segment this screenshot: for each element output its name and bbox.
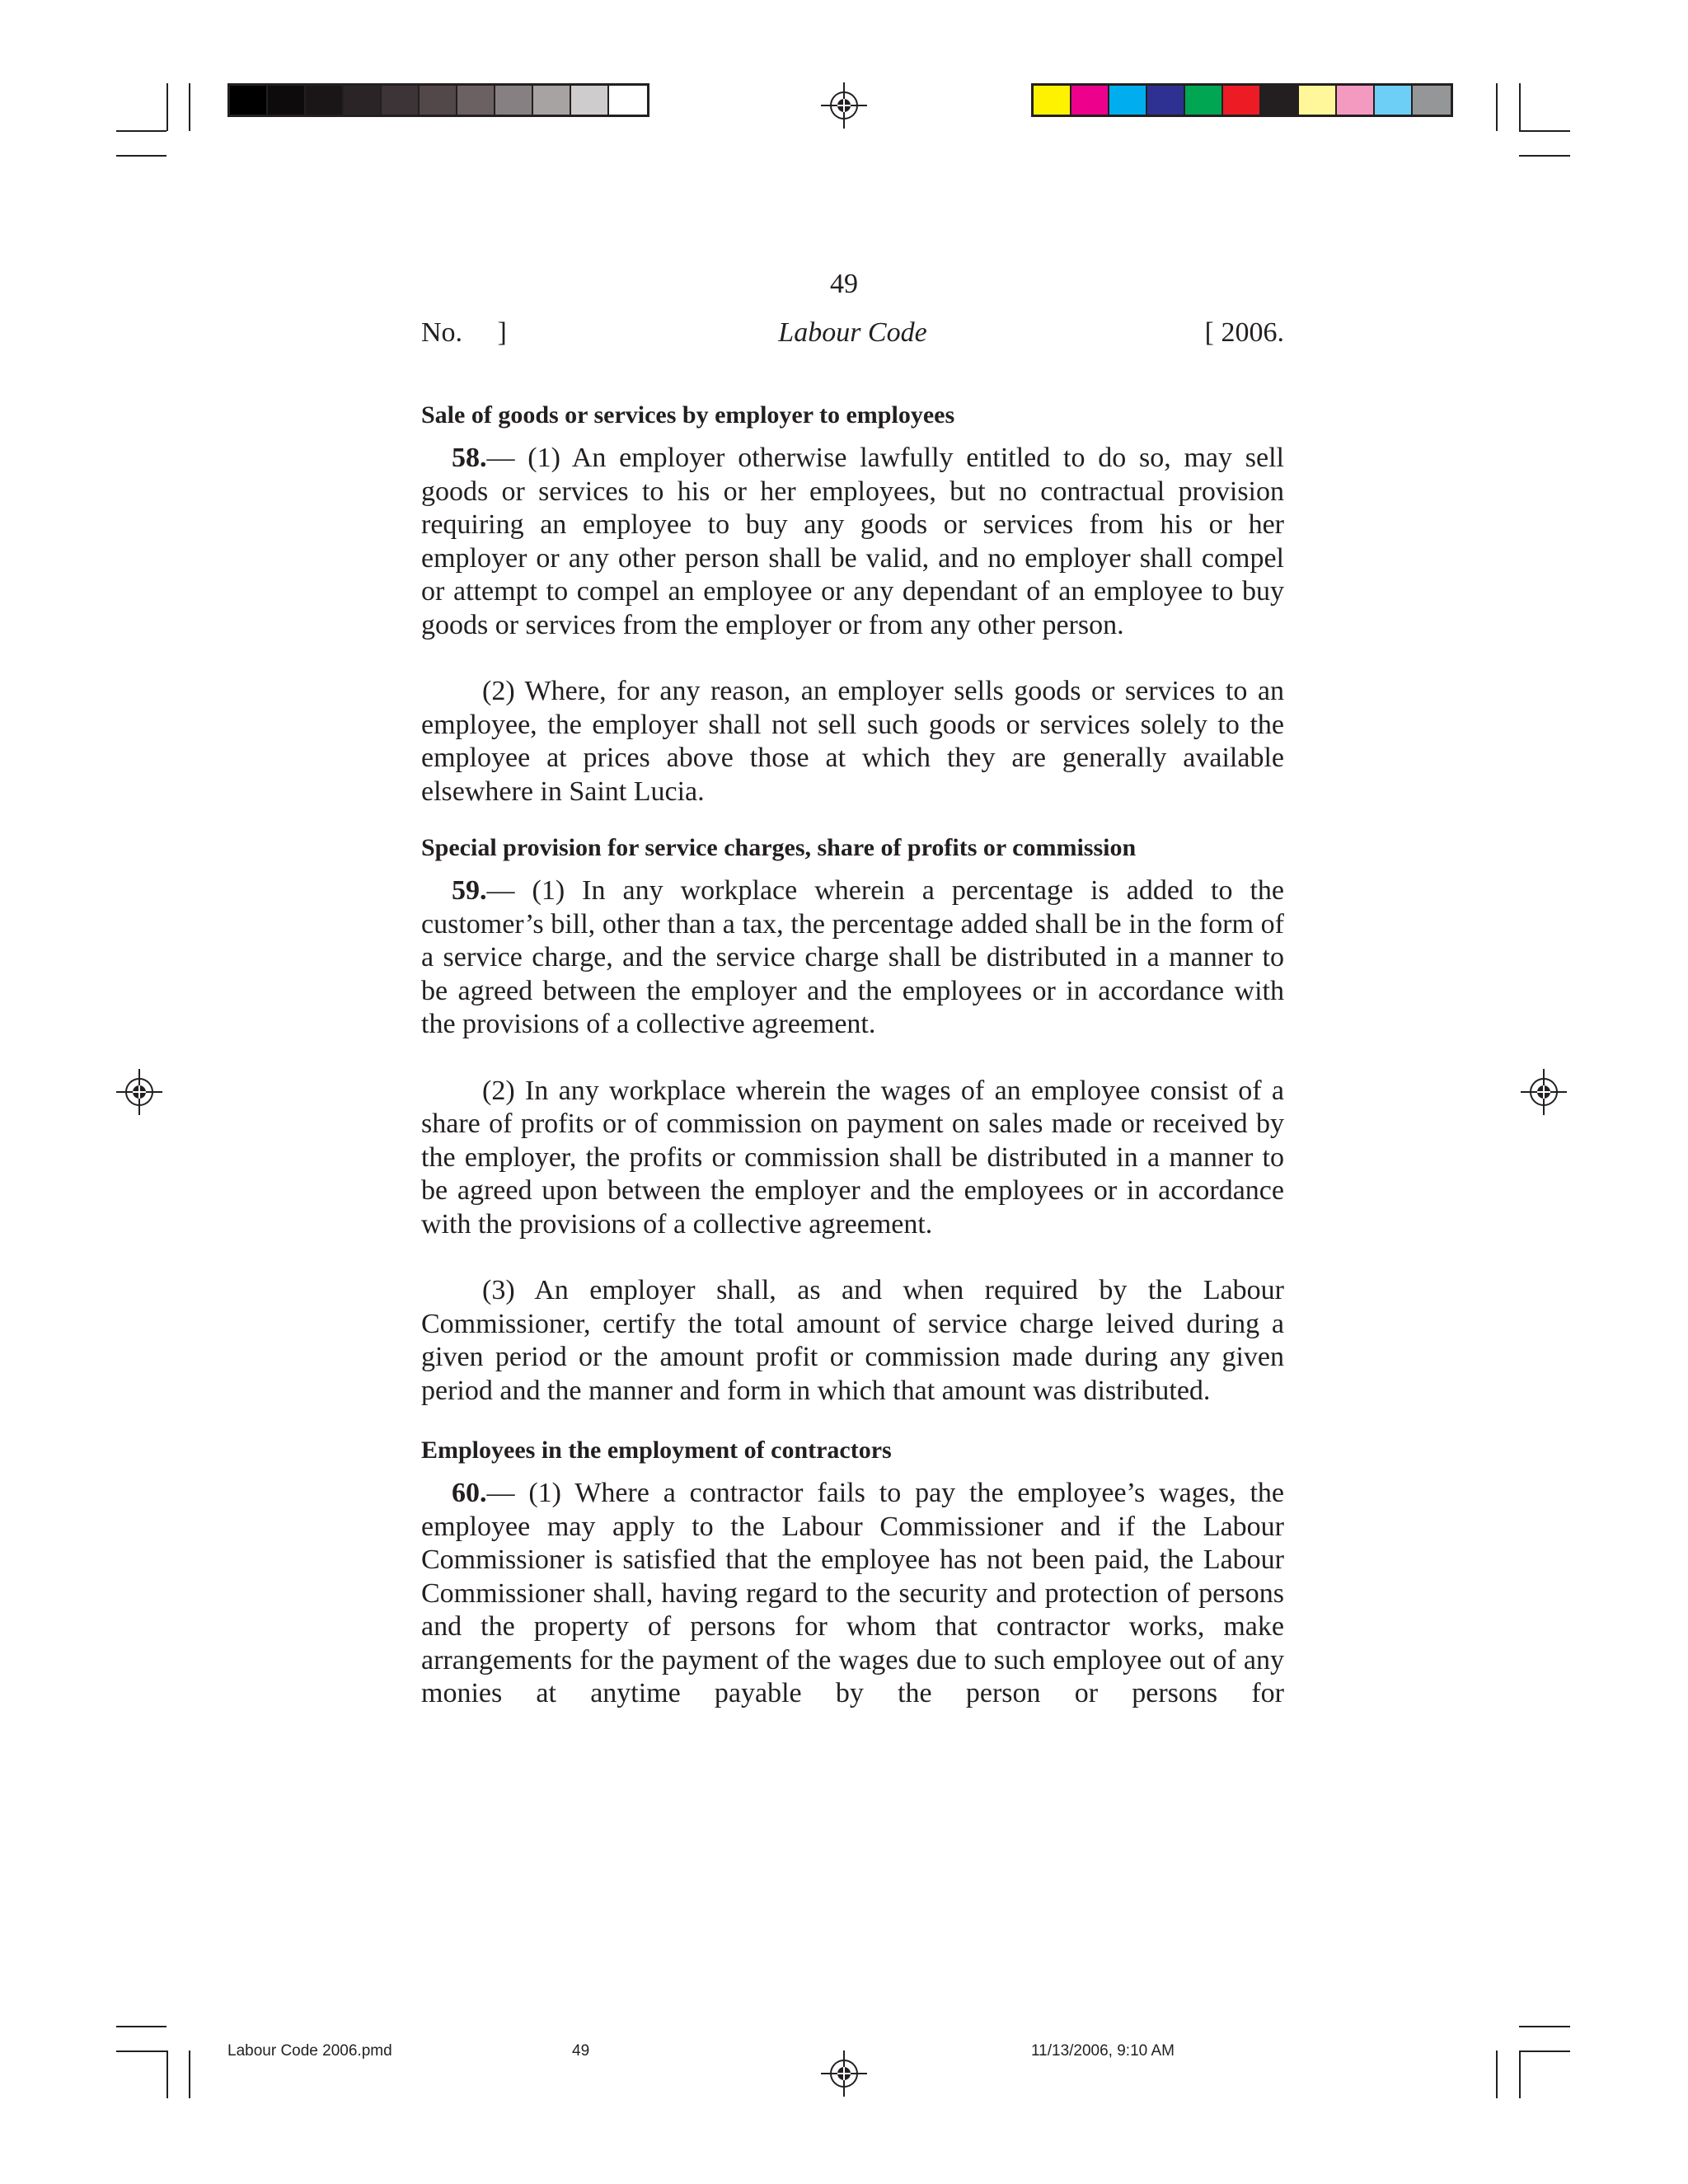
slug-filename: Labour Code 2006.pmd xyxy=(227,2042,392,2060)
crop-mark xyxy=(1519,130,1570,132)
crop-mark xyxy=(116,155,166,157)
registration-mark-icon xyxy=(1521,1069,1567,1115)
section-paragraph: (3) An employer shall, as and when required by the Labour Commissioner, certify the total amount of service charge leived during a given period or the amount profit or commission made during any given period and the manner and form in which that amount was distributed. xyxy=(421,1275,1284,1406)
color-swatch xyxy=(1034,86,1071,115)
color-swatch xyxy=(1261,86,1299,115)
act-number-label: No. ] xyxy=(421,317,507,348)
crop-mark xyxy=(1496,83,1498,131)
section-number: 59. xyxy=(452,875,487,906)
section-heading: Special provision for service charges, share of profits or commission xyxy=(421,834,1137,861)
section-paragraph: (2) Where, for any reason, an employer sells goods or services to an employee, the employer shall not sell such goods or services solely to the employee at prices above those at which they are generally available elsewhere in Saint Lucia. xyxy=(421,676,1284,807)
color-swatch xyxy=(571,86,609,115)
color-swatch xyxy=(1185,86,1223,115)
color-swatch xyxy=(382,86,420,115)
section-paragraph xyxy=(421,442,1284,642)
running-title: Labour Code xyxy=(778,317,927,348)
color-swatch xyxy=(533,86,571,115)
section-paragraph xyxy=(421,874,1284,1042)
crop-mark xyxy=(1519,83,1521,131)
section-heading: Sale of goods or services by employer to employees xyxy=(421,401,955,429)
section-number: 58. xyxy=(452,443,487,473)
color-swatch xyxy=(1147,86,1185,115)
color-swatch xyxy=(230,86,268,115)
registration-mark-icon xyxy=(821,82,867,129)
color-swatch xyxy=(1223,86,1261,115)
color-swatch xyxy=(344,86,382,115)
paragraph-text: — (1) An employer otherwise lawfully entitled to do so, may sell goods or services to his or her employees, but no contractual provision requiring an employee to buy any goods or services from his or her employer or any other person shall be valid, and no employer shall compel or attempt to compel an employee or any dependant of an employee to buy goods or services from the employer or from any other person. xyxy=(421,443,1284,640)
color-swatch xyxy=(1109,86,1147,115)
act-year: [ 2006. xyxy=(1204,317,1284,348)
section-paragraph: (2) In any workplace wherein the wages of an employee consist of a share of profits or of commission on payment on sales made or received by the employer, the profits or commission shall be distributed in a manner to be agreed upon between the employer and the employees or in accordance with the provisions of a collective agreement. xyxy=(421,1075,1284,1240)
paragraph-text: — (1) Where a contractor fails to pay the employee’s wages, the employee may apply to the Labour Commissioner and if the Labour Commissioner is satisfied that the employee has not been paid, the Labour Commissioner shall, having regard to the security and protection of persons and the property of persons for whom that contractor works, make arrangements for the payment of the wages due to such employee out of any monies at anytime payable by the person or persons for xyxy=(421,1478,1284,1708)
running-header xyxy=(421,317,1284,354)
color-swatch xyxy=(1071,86,1109,115)
registration-mark-icon xyxy=(116,1069,162,1115)
crop-mark xyxy=(1519,2026,1570,2027)
crop-mark xyxy=(1519,2050,1521,2098)
slug-timestamp: 11/13/2006, 9:10 AM xyxy=(1031,2042,1175,2060)
color-swatch xyxy=(1337,86,1375,115)
crop-mark xyxy=(1519,155,1570,157)
color-swatch xyxy=(1413,86,1451,115)
paragraph-text: — (1) In any workplace wherein a percentage is added to the customer’s bill, other than a tax, the percentage added shall be in the form of a service charge, and the service charge shall be distributed in a manner to be agreed between the employer and the employees or in accordance with the provisions of a collective agreement. xyxy=(421,875,1284,1039)
section-heading: Employees in the employment of contractors xyxy=(421,1436,892,1464)
crop-mark xyxy=(166,83,168,131)
process-color-bar xyxy=(1031,83,1453,117)
document-body xyxy=(421,399,1284,1711)
color-swatch xyxy=(609,86,647,115)
grayscale-color-bar xyxy=(227,83,649,117)
color-swatch xyxy=(420,86,457,115)
color-swatch xyxy=(306,86,344,115)
crop-mark xyxy=(166,2050,168,2098)
crop-mark xyxy=(116,2050,166,2052)
crop-mark xyxy=(189,2050,190,2098)
color-swatch xyxy=(457,86,495,115)
color-swatch xyxy=(1299,86,1337,115)
crop-mark xyxy=(116,2026,166,2027)
section-paragraph xyxy=(421,1477,1284,1711)
registration-mark-icon xyxy=(821,2050,867,2097)
section-number: 60. xyxy=(452,1478,487,1508)
crop-mark xyxy=(1519,2050,1570,2052)
crop-mark xyxy=(1496,2050,1498,2098)
color-swatch xyxy=(1375,86,1413,115)
color-swatch xyxy=(268,86,306,115)
crop-mark xyxy=(189,83,190,131)
color-swatch xyxy=(495,86,533,115)
page-number: 49 xyxy=(830,269,858,299)
slug-page-number: 49 xyxy=(572,2042,590,2060)
crop-mark xyxy=(116,130,166,132)
